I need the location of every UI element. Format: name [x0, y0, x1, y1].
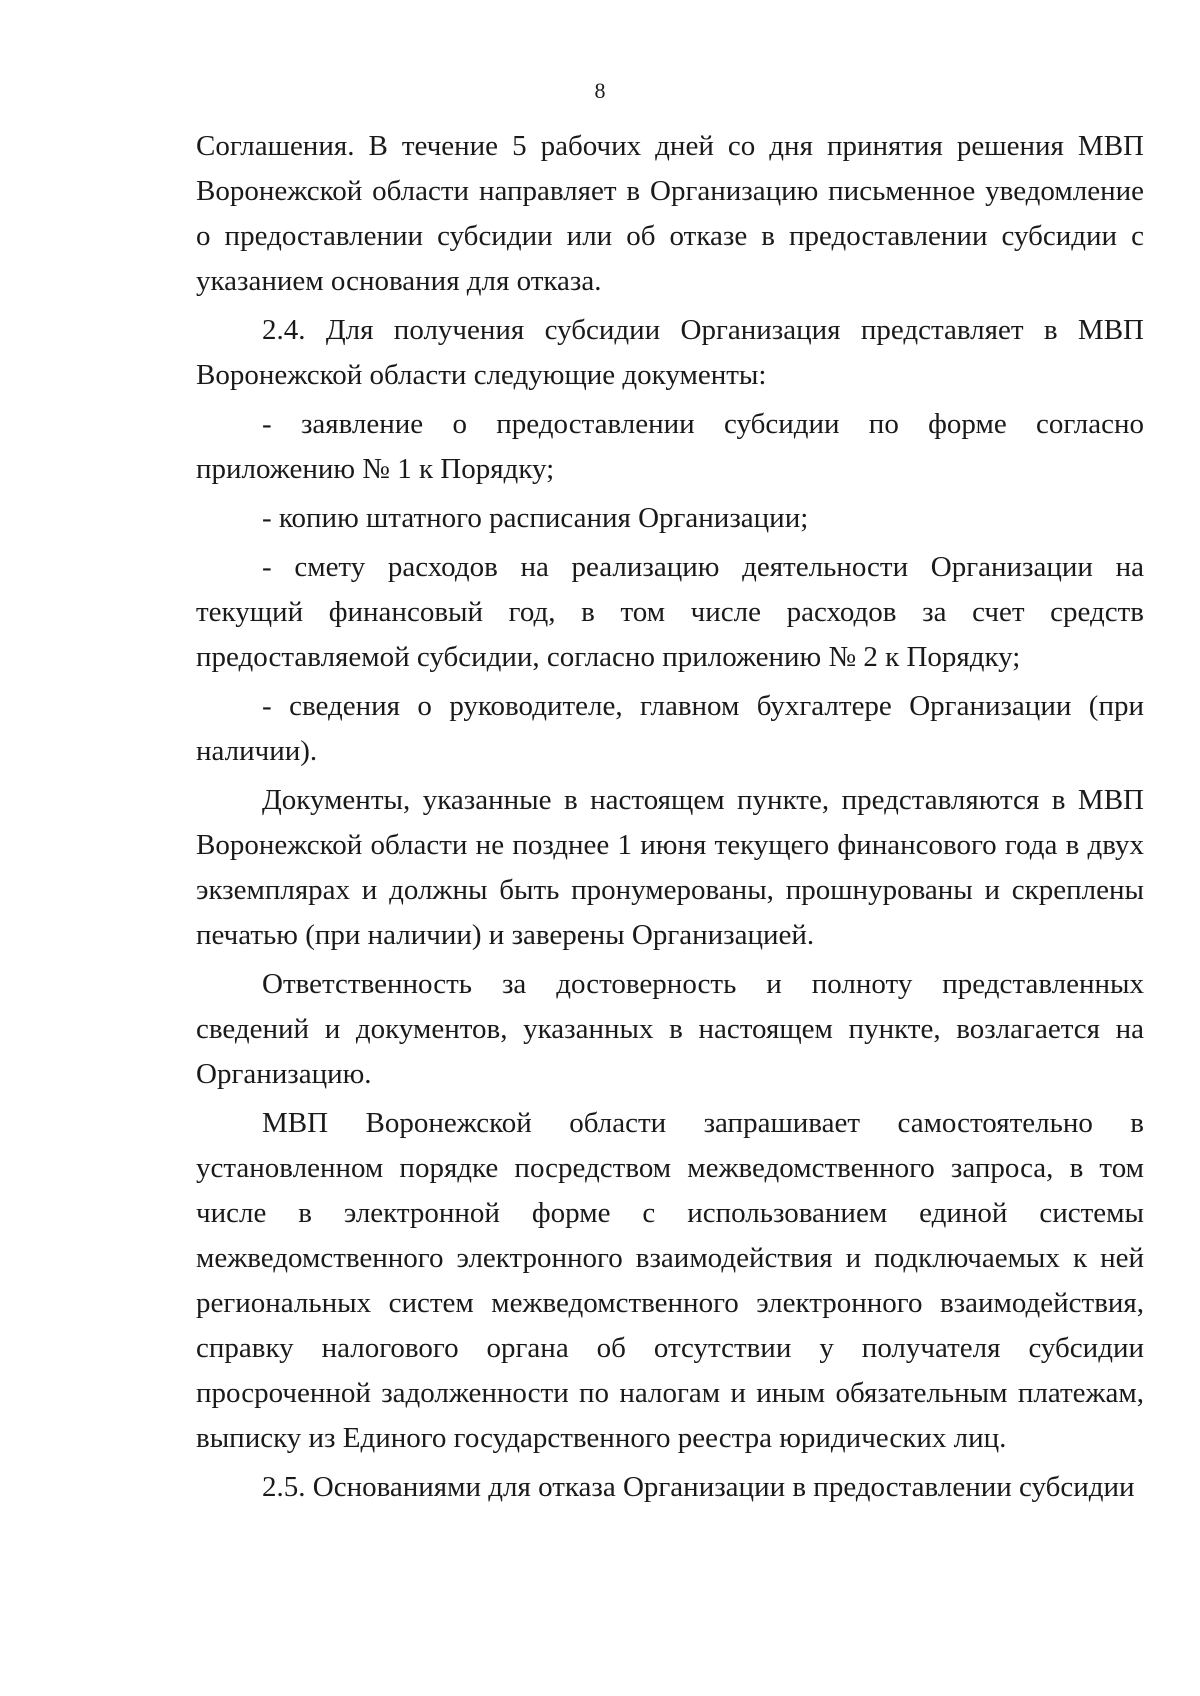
- paragraph-documents-deadline: Документы, указанные в настоящем пункте, представляются в МВП Воронежской области не позднее 1 июня текущего финансового года в двух экземплярах и должны быть пронумерованы, прошнурованы и скреплены печатью (при наличии) и заверены Организацией.: [196, 784, 1144, 951]
- paragraph-agreement-notice: Соглашения. В течение 5 рабочих дней со дня принятия решения МВП Воронежской области направляет в Организацию письменное уведомление о предоставлении субсидии или об отказе в предоставлении субсидии с указанием основания для отказа.: [196, 130, 1144, 297]
- paragraph-responsibility: Ответственность за достоверность и полноту представленных сведений и документов, указанных в настоящем пункте, возлагается на Организацию.: [196, 968, 1144, 1090]
- page-number: 8: [594, 78, 606, 103]
- paragraph-2-5: 2.5. Основаниями для отказа Организации в предоставлении субсидии: [262, 1471, 1135, 1503]
- list-item-management-info: - сведения о руководителе, главном бухгалтере Организации (при наличии).: [196, 690, 1144, 767]
- document-body: [196, 124, 1144, 1514]
- paragraph-interagency-request: МВП Воронежской области запрашивает самостоятельно в установленном порядке посредством межведомственного запроса, в том числе в электронной форме с использованием единой системы межведомственного электронного взаимодействия и подключаемых к ней региональных систем межведомственного электронного взаимодействия, справку налогового органа об отсутствии у получателя субсидии просроченной задолженности по налогам и иным обязательным платежам, выписку из Единого государственного реестра юридических лиц.: [196, 1107, 1144, 1454]
- list-item-staff-schedule: - копию штатного расписания Организации;: [262, 502, 809, 534]
- list-item-budget-estimate: - смету расходов на реализацию деятельности Организации на текущий финансовый год, в том числе расходов за счет средств предоставляемой субсидии, согласно приложению № 2 к Порядку;: [196, 551, 1144, 673]
- paragraph-2-4: 2.4. Для получения субсидии Организация представляет в МВП Воронежской области следующие документы:: [196, 314, 1144, 391]
- list-item-application: - заявление о предоставлении субсидии по форме согласно приложению № 1 к Порядку;: [196, 408, 1144, 485]
